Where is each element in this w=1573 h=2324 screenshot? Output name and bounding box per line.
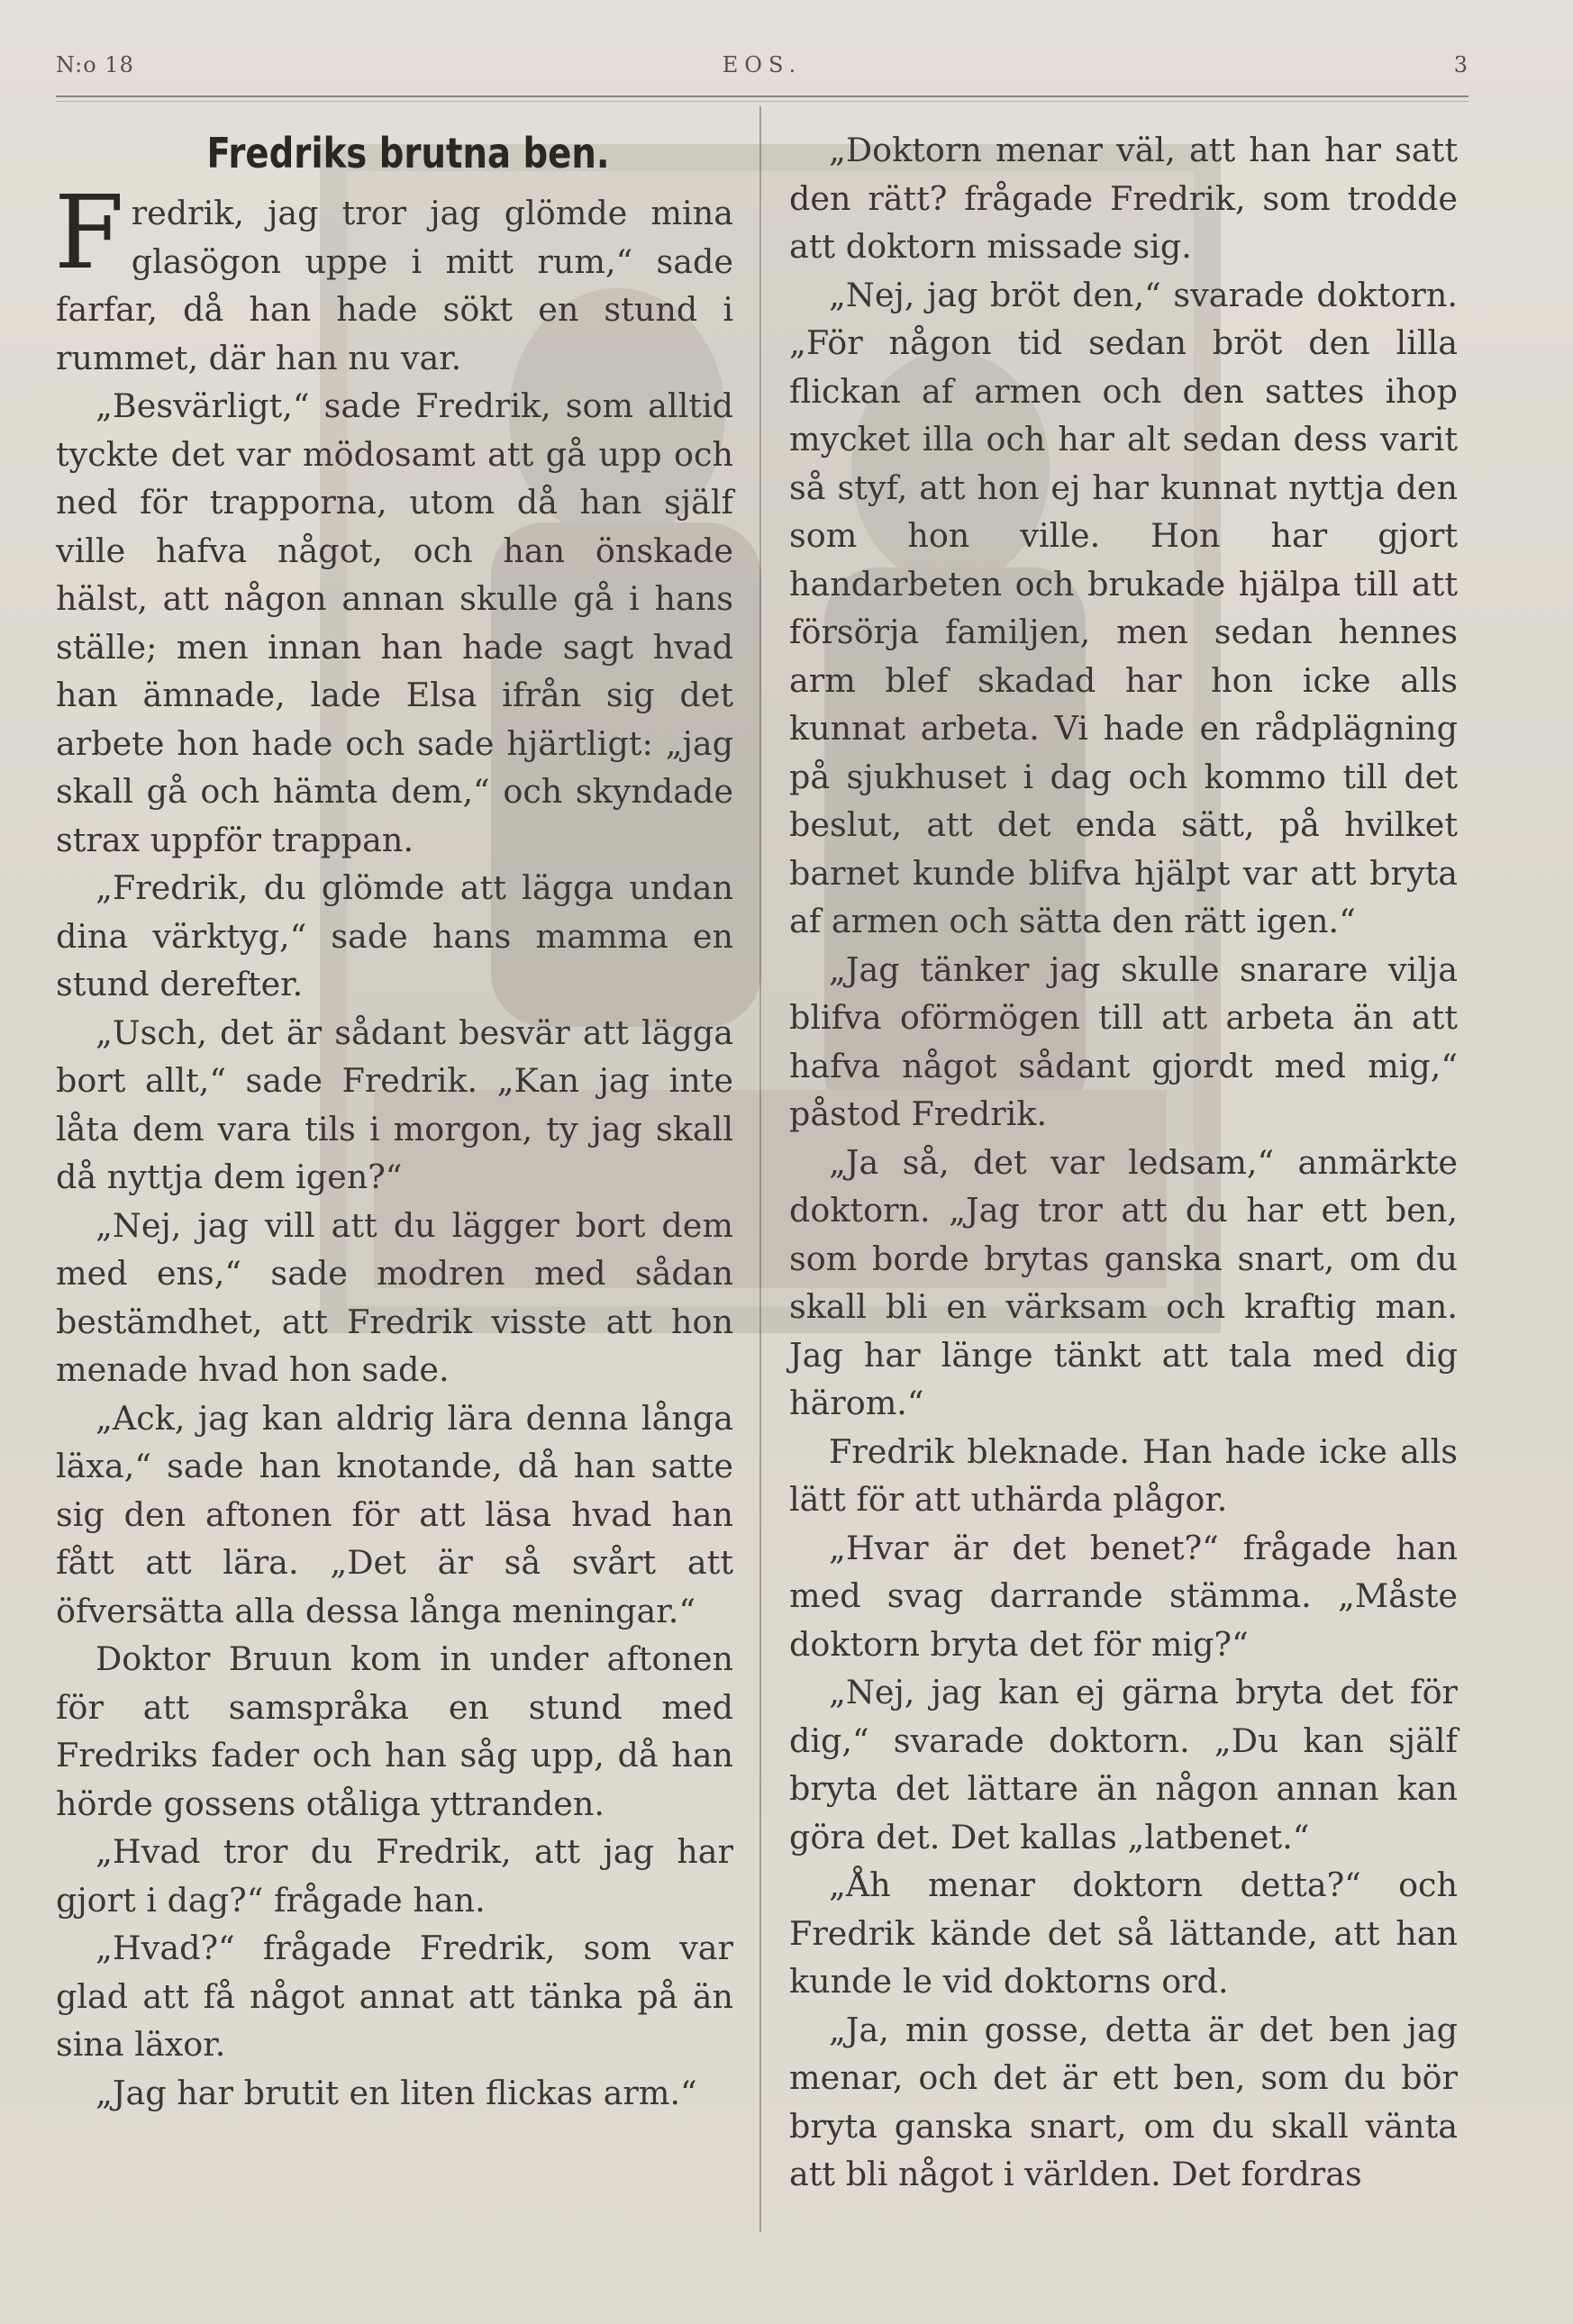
issue-number: N:o 18	[56, 52, 134, 77]
paragraph: „Ja, min gosse, detta är det ben jag menar, och det är ett ben, som du bör bryta ganska snart, om du skall vänta att bli något i världen. Det fordras	[789, 2010, 1458, 2193]
paragraph: „Doktorn menar väl, att han har satt den rätt? frågade Fredrik, som trodde att doktorn missade sig.	[789, 131, 1458, 266]
paragraph: „Ack, jag kan aldrig lära denna långa läxa,“ sade han knotande, då han satte sig den aftonen för att läsa hvad han fått att lära. „Det är så svårt att öfversätta alla dessa långa meningar.“	[56, 1398, 733, 1630]
page-header	[56, 52, 1468, 92]
paragraph: „Nej, jag bröt den,“ svarade doktorn. „För någon tid sedan bröt den lilla flickan af armen och den sattes ihop mycket illa och har alt sedan dess varit så styf, att hon ej har kunnat nyttja den som hon ville. Hon har gjort handarbeten och brukade hjälpa till att försörja familjen, men sedan hennes arm blef skadad har hon icke alls kunnat arbeta. Vi hade en rådplägning på sjukhuset i dag och kommo till det beslut, att det enda sätt, på hvilket barnet kunde blifva hjälpt var att bryta af armen och sätta den rätt igen.“	[789, 275, 1458, 940]
paragraph: „Hvar är det benet?“ frågade han med svag darrande stämma. „Måste doktorn bryta det för mig?“	[789, 1528, 1458, 1664]
paragraph: „Usch, det är sådant besvär att lägga bort allt,“ sade Fredrik. „Kan jag inte låta dem vara tils i morgon, ty jag skall då nyttja dem igen?“	[56, 1012, 733, 1196]
header-rule-thin	[56, 101, 1468, 102]
paragraph: „Besvärligt,“ sade Fredrik, som alltid tyckte det var mödosamt att gå upp och ned för trapporna, utom då han själf ville hafva något, och han önskade hälst, att någon annan skulle gå i hans ställe; men innan han hade sagt hvad han ämnade, lade Elsa ifrån sig det arbete hon hade och sade hjärtligt: „jag skall gå och hämta dem,“ och skyndade strax uppför trappan.	[56, 386, 733, 859]
article-title: Fredriks brutna ben.	[206, 129, 610, 177]
page-number: 3	[1453, 52, 1468, 77]
opening-paragraph	[54, 175, 733, 382]
paragraph: „Fredrik, du glömde att lägga undan dina värktyg,“ sade hans mamma en stund derefter.	[56, 868, 733, 1003]
drop-cap: F	[54, 175, 124, 292]
paragraph: „Nej, jag vill att du lägger bort dem med ens,“ sade modren med sådan bestämdhet, att Fredrik visste att hon menade hvad hon sade.	[56, 1205, 733, 1389]
paragraph: „Jag tänker jag skulle snarare vilja blifva oförmögen till att arbeta än att hafva något sådant gjordt med mig,“ påstod Fredrik.	[789, 949, 1458, 1133]
paragraph: „Hvad?“ frågade Fredrik, som var glad att få något annat att tänka på än sina läxor.	[56, 1929, 733, 2064]
paragraph-text: redrik, jag tror jag glömde mina glasögon uppe i mitt rum,“ sade farfar, då han hade sökt en stund i rummet, där han nu var.	[56, 194, 733, 377]
paragraph: „Nej, jag kan ej gärna bryta det för dig,“ svarade doktorn. „Du kan själf bryta det lättare än någon annan kan göra det. Det kallas „latbenet.“	[789, 1673, 1458, 1856]
header-rule	[56, 95, 1468, 97]
paragraph: „Åh menar doktorn detta?“ och Fredrik kände det så lättande, att han kunde le vid doktorns ord.	[789, 1866, 1458, 2001]
column-divider	[759, 106, 761, 2232]
paragraph: „Jag har brutit en liten flickas arm.“	[95, 2073, 697, 2112]
left-column	[56, 126, 733, 2117]
paragraph: „Hvad tror du Fredrik, att jag har gjort i dag?“ frågade han.	[56, 1832, 733, 1920]
journal-name: EOS.	[722, 52, 803, 77]
right-column	[789, 126, 1458, 2199]
paragraph: Doktor Bruun kom in under aftonen för att samspråka en stund med Fredriks fader och han såg upp, då han hörde gossens otåliga yttranden.	[56, 1639, 733, 1823]
paragraph: „Ja så, det var ledsam,“ anmärkte doktorn. „Jag tror att du har ett ben, som borde brytas ganska snart, om du skall bli en värksam och kraftig man. Jag har länge tänkt att tala med dig härom.“	[789, 1142, 1458, 1422]
paragraph: Fredrik bleknade. Han hade icke alls lätt för att uthärda plågor.	[789, 1431, 1458, 1519]
